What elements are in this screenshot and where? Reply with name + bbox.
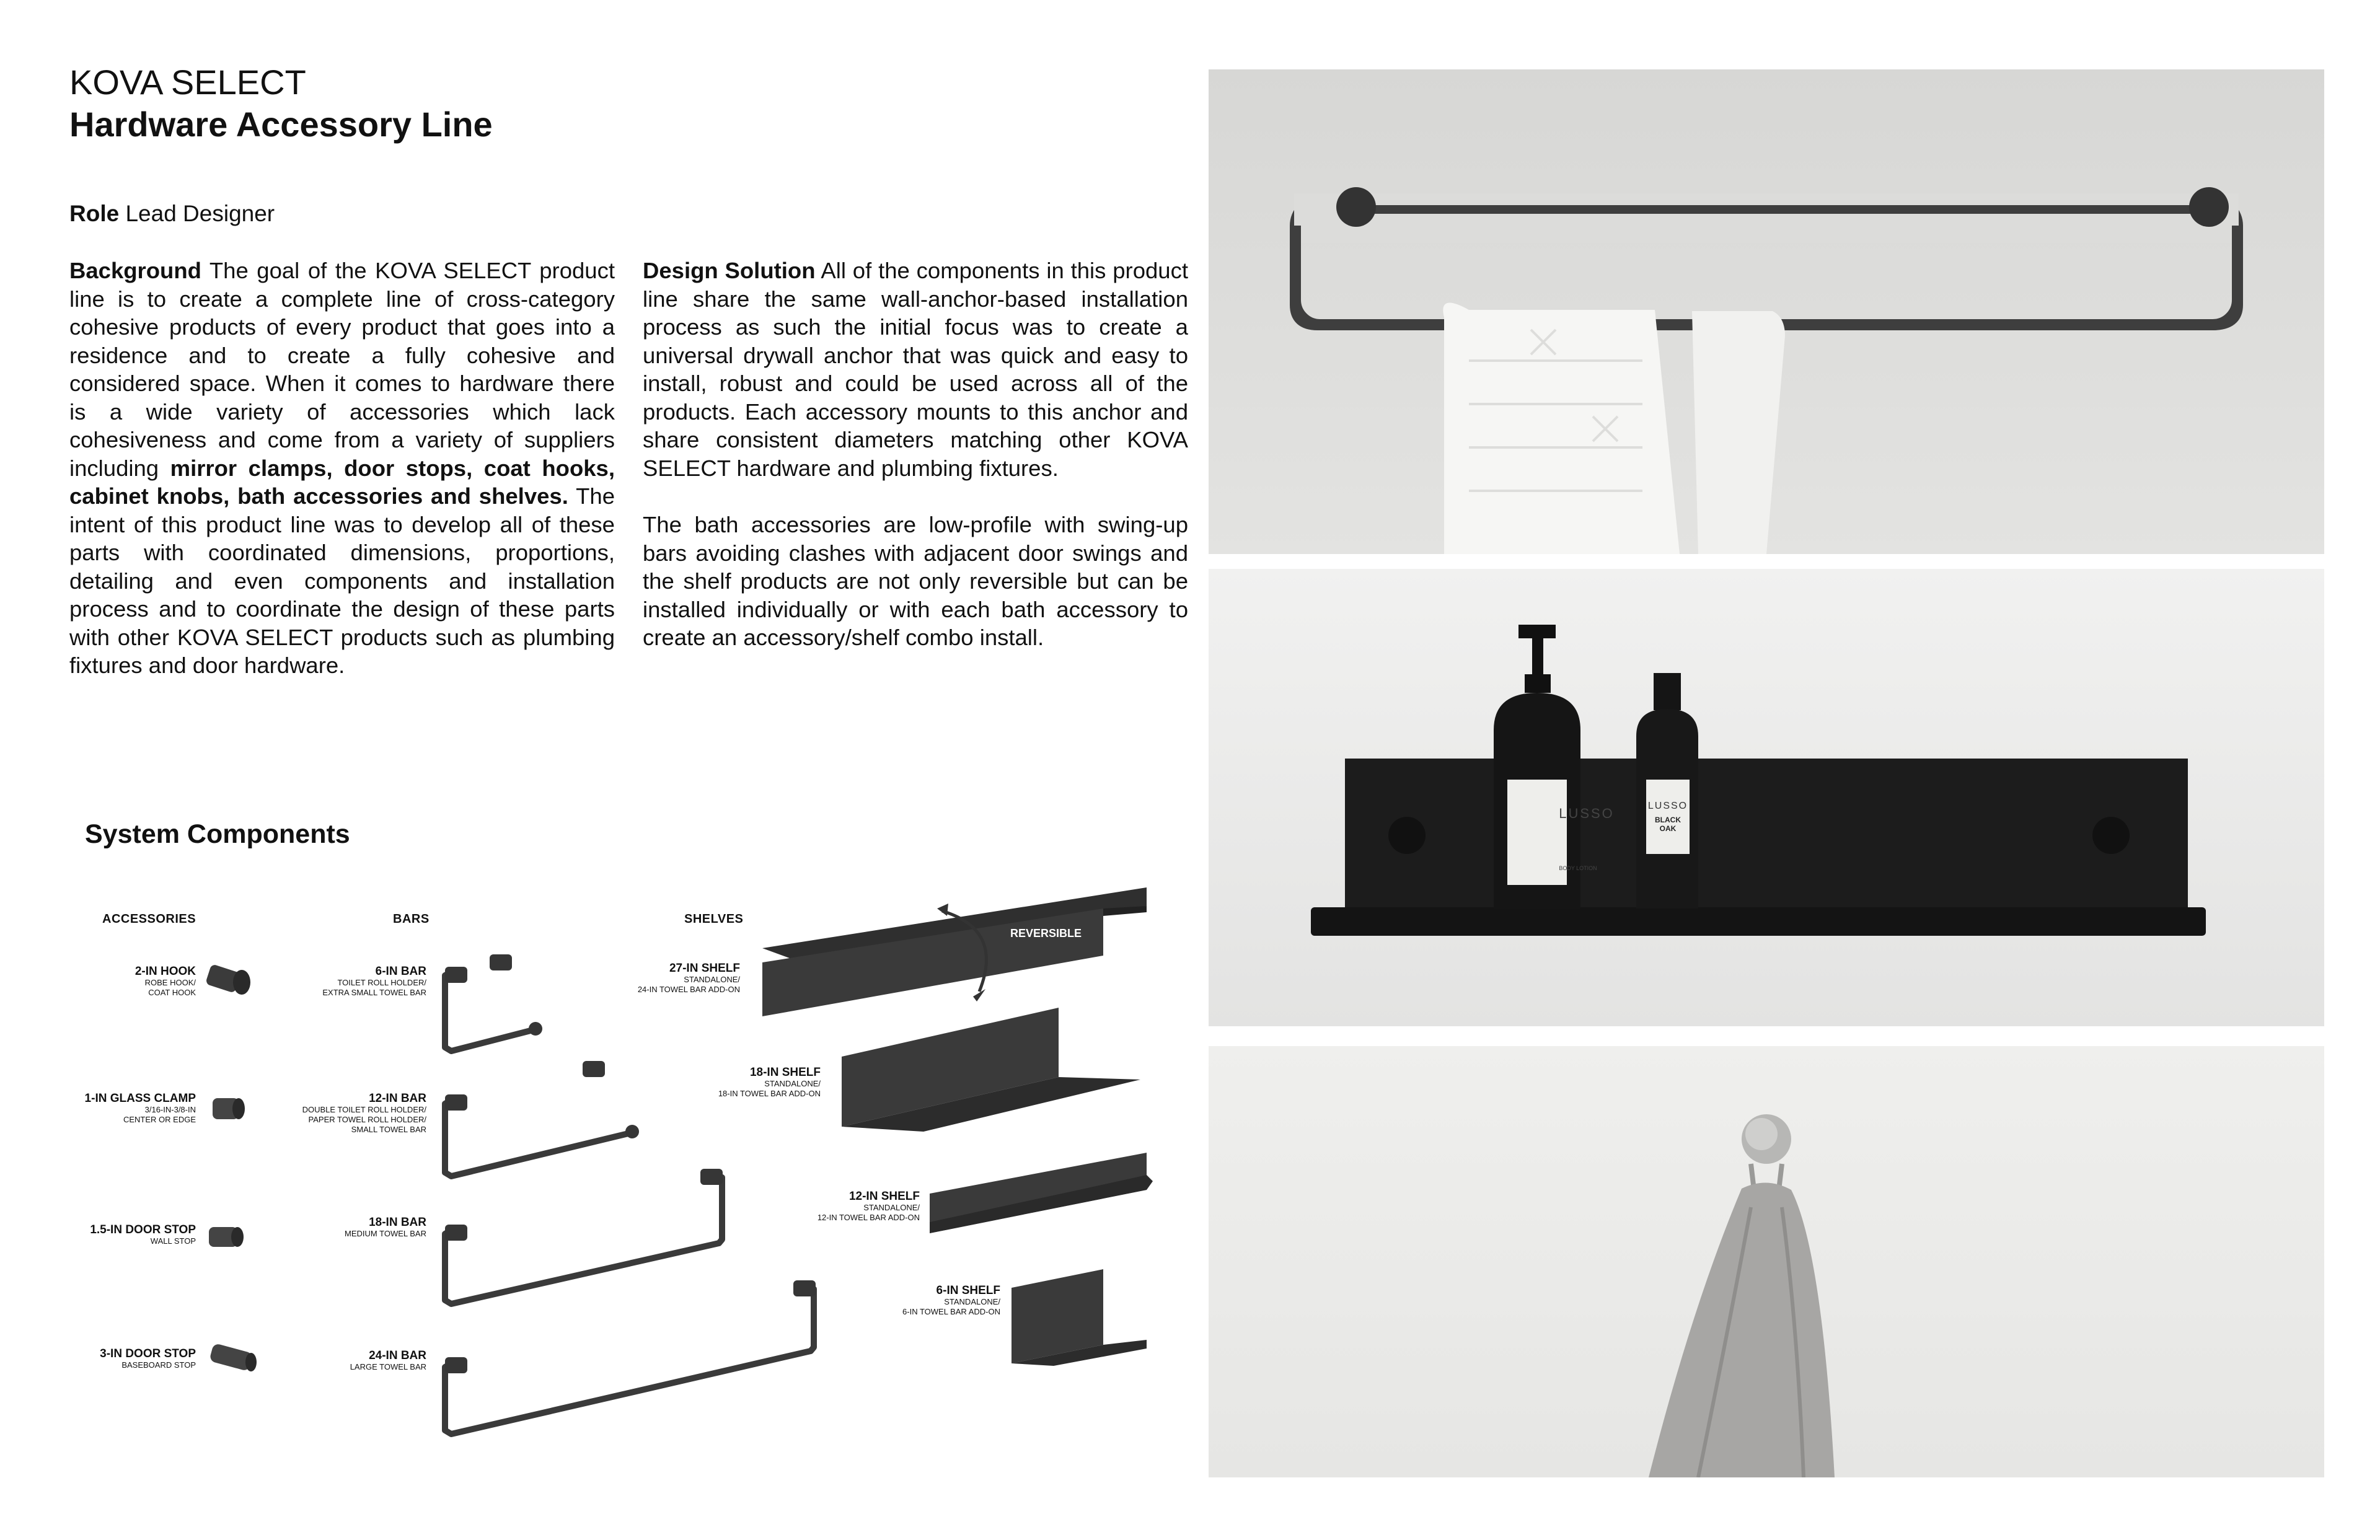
door-stop-baseboard-product bbox=[209, 1343, 257, 1371]
shelf-label-12in: 12-IN SHELF STANDALONE/ 12-IN TOWEL BAR ADD-ON bbox=[817, 1190, 920, 1222]
bar-12in bbox=[445, 1100, 631, 1176]
glass-clamp-product bbox=[213, 1098, 245, 1119]
shelf-label-27in: 27-IN SHELF STANDALONE/ 24-IN TOWEL BAR ADD-ON bbox=[637, 962, 740, 994]
bars-heading: BARS bbox=[393, 912, 430, 926]
accessory-label-door-stop-baseboard: 3-IN DOOR STOP BASEBOARD STOP bbox=[100, 1347, 196, 1370]
accessory-label-hook: 2-IN HOOK ROBE HOOK/ COAT HOOK bbox=[134, 965, 196, 997]
system-components-title: System Components bbox=[85, 819, 350, 849]
page-title: Hardware Accessory Line bbox=[69, 105, 493, 144]
background-text-2: The intent of this product line was to develop all of these parts with coordinated dimensions, proportions, detailing and even components and installation process and to coordinate the design of these parts with other KOVA SELECT products such as plumbing fixtures and door hardware. bbox=[69, 483, 615, 678]
accessory-label-door-stop-wall: 1.5-IN DOOR STOP WALL STOP bbox=[90, 1223, 196, 1246]
role-label: Role bbox=[69, 201, 120, 226]
bar-label-18in: 18-IN BAR MEDIUM TOWEL BAR bbox=[345, 1216, 426, 1238]
background-label: Background bbox=[69, 258, 201, 283]
design-solution-text-1: All of the components in this product line share the same wall-anchor-based installation process as such the initial focus was to create a universal drywall anchor that was quick and easy to install, robust and could be used across all of the products. Each accessory mounts to this anchor and share consistent diameters matching other KOVA SELECT hardware and plumbing fixtures. bbox=[643, 258, 1188, 481]
accessory-label-glass-clamp: 1-IN GLASS CLAMP 3/16-IN-3/8-IN CENTER OR EDGE bbox=[84, 1092, 196, 1124]
shelf-image bbox=[1209, 569, 2324, 1026]
shelf-27in bbox=[762, 887, 1147, 1016]
components-illustration bbox=[0, 880, 1178, 1456]
hook-product bbox=[205, 964, 250, 995]
design-solution-paragraph bbox=[643, 257, 1188, 482]
background-bold-text: mirror clamps, door stops, coat hooks, cabinet knobs, bath accessories and shelves. bbox=[69, 455, 615, 509]
bottle-2-label: BLACK OAK bbox=[1655, 816, 1681, 833]
role-line bbox=[69, 200, 275, 228]
role-value: Lead Designer bbox=[125, 201, 275, 226]
towel-bar-image bbox=[1209, 69, 2324, 554]
shelf-label-18in: 18-IN SHELF STANDALONE/ 18-IN TOWEL BAR ADD-ON bbox=[718, 1066, 821, 1098]
background-text-1: The goal of the KOVA SELECT product line is to create a complete line of cross-category cohesive products of every product that goes into a residence and to create a fully cohesive and considered space. When it comes to hardware there is a wide variety of accessories which lack cohesiveness and come from a variety of suppliers including bbox=[69, 258, 615, 481]
bottle-1-label: BODY LOTION bbox=[1559, 865, 1597, 871]
bar-label-24in: 24-IN BAR LARGE TOWEL BAR bbox=[350, 1349, 426, 1371]
shelf-label-6in: 6-IN SHELF STANDALONE/ 6-IN TOWEL BAR ADD-ON bbox=[902, 1284, 1000, 1316]
shelf-6in bbox=[1011, 1269, 1147, 1366]
photo-shelf bbox=[1209, 569, 2324, 1026]
photo-towel-bar bbox=[1209, 69, 2324, 554]
design-solution-label: Design Solution bbox=[643, 258, 816, 283]
background-section bbox=[69, 257, 615, 708]
design-solution-paragraph-2: The bath accessories are low-profile with swing-up bars avoiding clashes with adjacent door swings and the shelf products are not only reversible but can be installed individually or with each bath accessory to create an accessory/shelf combo install. bbox=[643, 512, 1188, 650]
shelves-heading: SHELVES bbox=[684, 912, 744, 926]
shelf-12in bbox=[930, 1153, 1153, 1233]
bar-6in bbox=[445, 972, 533, 1051]
photo-hook bbox=[1209, 1046, 2324, 1477]
brand-title: KOVA SELECT bbox=[69, 63, 306, 102]
bottle-1-brand: LUSSO bbox=[1559, 806, 1615, 821]
shelf-18in bbox=[842, 1008, 1140, 1132]
accessories-heading: ACCESSORIES bbox=[102, 912, 196, 926]
bar-18in bbox=[445, 1174, 722, 1304]
bar-label-12in: 12-IN BAR DOUBLE TOILET ROLL HOLDER/ PAPER TOWEL ROLL HOLDER/ SMALL TOWEL BAR bbox=[302, 1092, 426, 1134]
design-solution-section bbox=[643, 257, 1188, 680]
bar-24in bbox=[445, 1285, 814, 1434]
bar-label-6in: 6-IN BAR TOILET ROLL HOLDER/ EXTRA SMALL TOWEL BAR bbox=[322, 965, 426, 997]
door-stop-wall-product bbox=[209, 1227, 244, 1247]
reversible-label: REVERSIBLE bbox=[1010, 927, 1082, 939]
bottle-2-brand: LUSSO bbox=[1647, 801, 1688, 811]
background-paragraph bbox=[69, 257, 615, 680]
hook-image bbox=[1209, 1046, 2324, 1477]
bottle-oak bbox=[1636, 673, 1698, 909]
